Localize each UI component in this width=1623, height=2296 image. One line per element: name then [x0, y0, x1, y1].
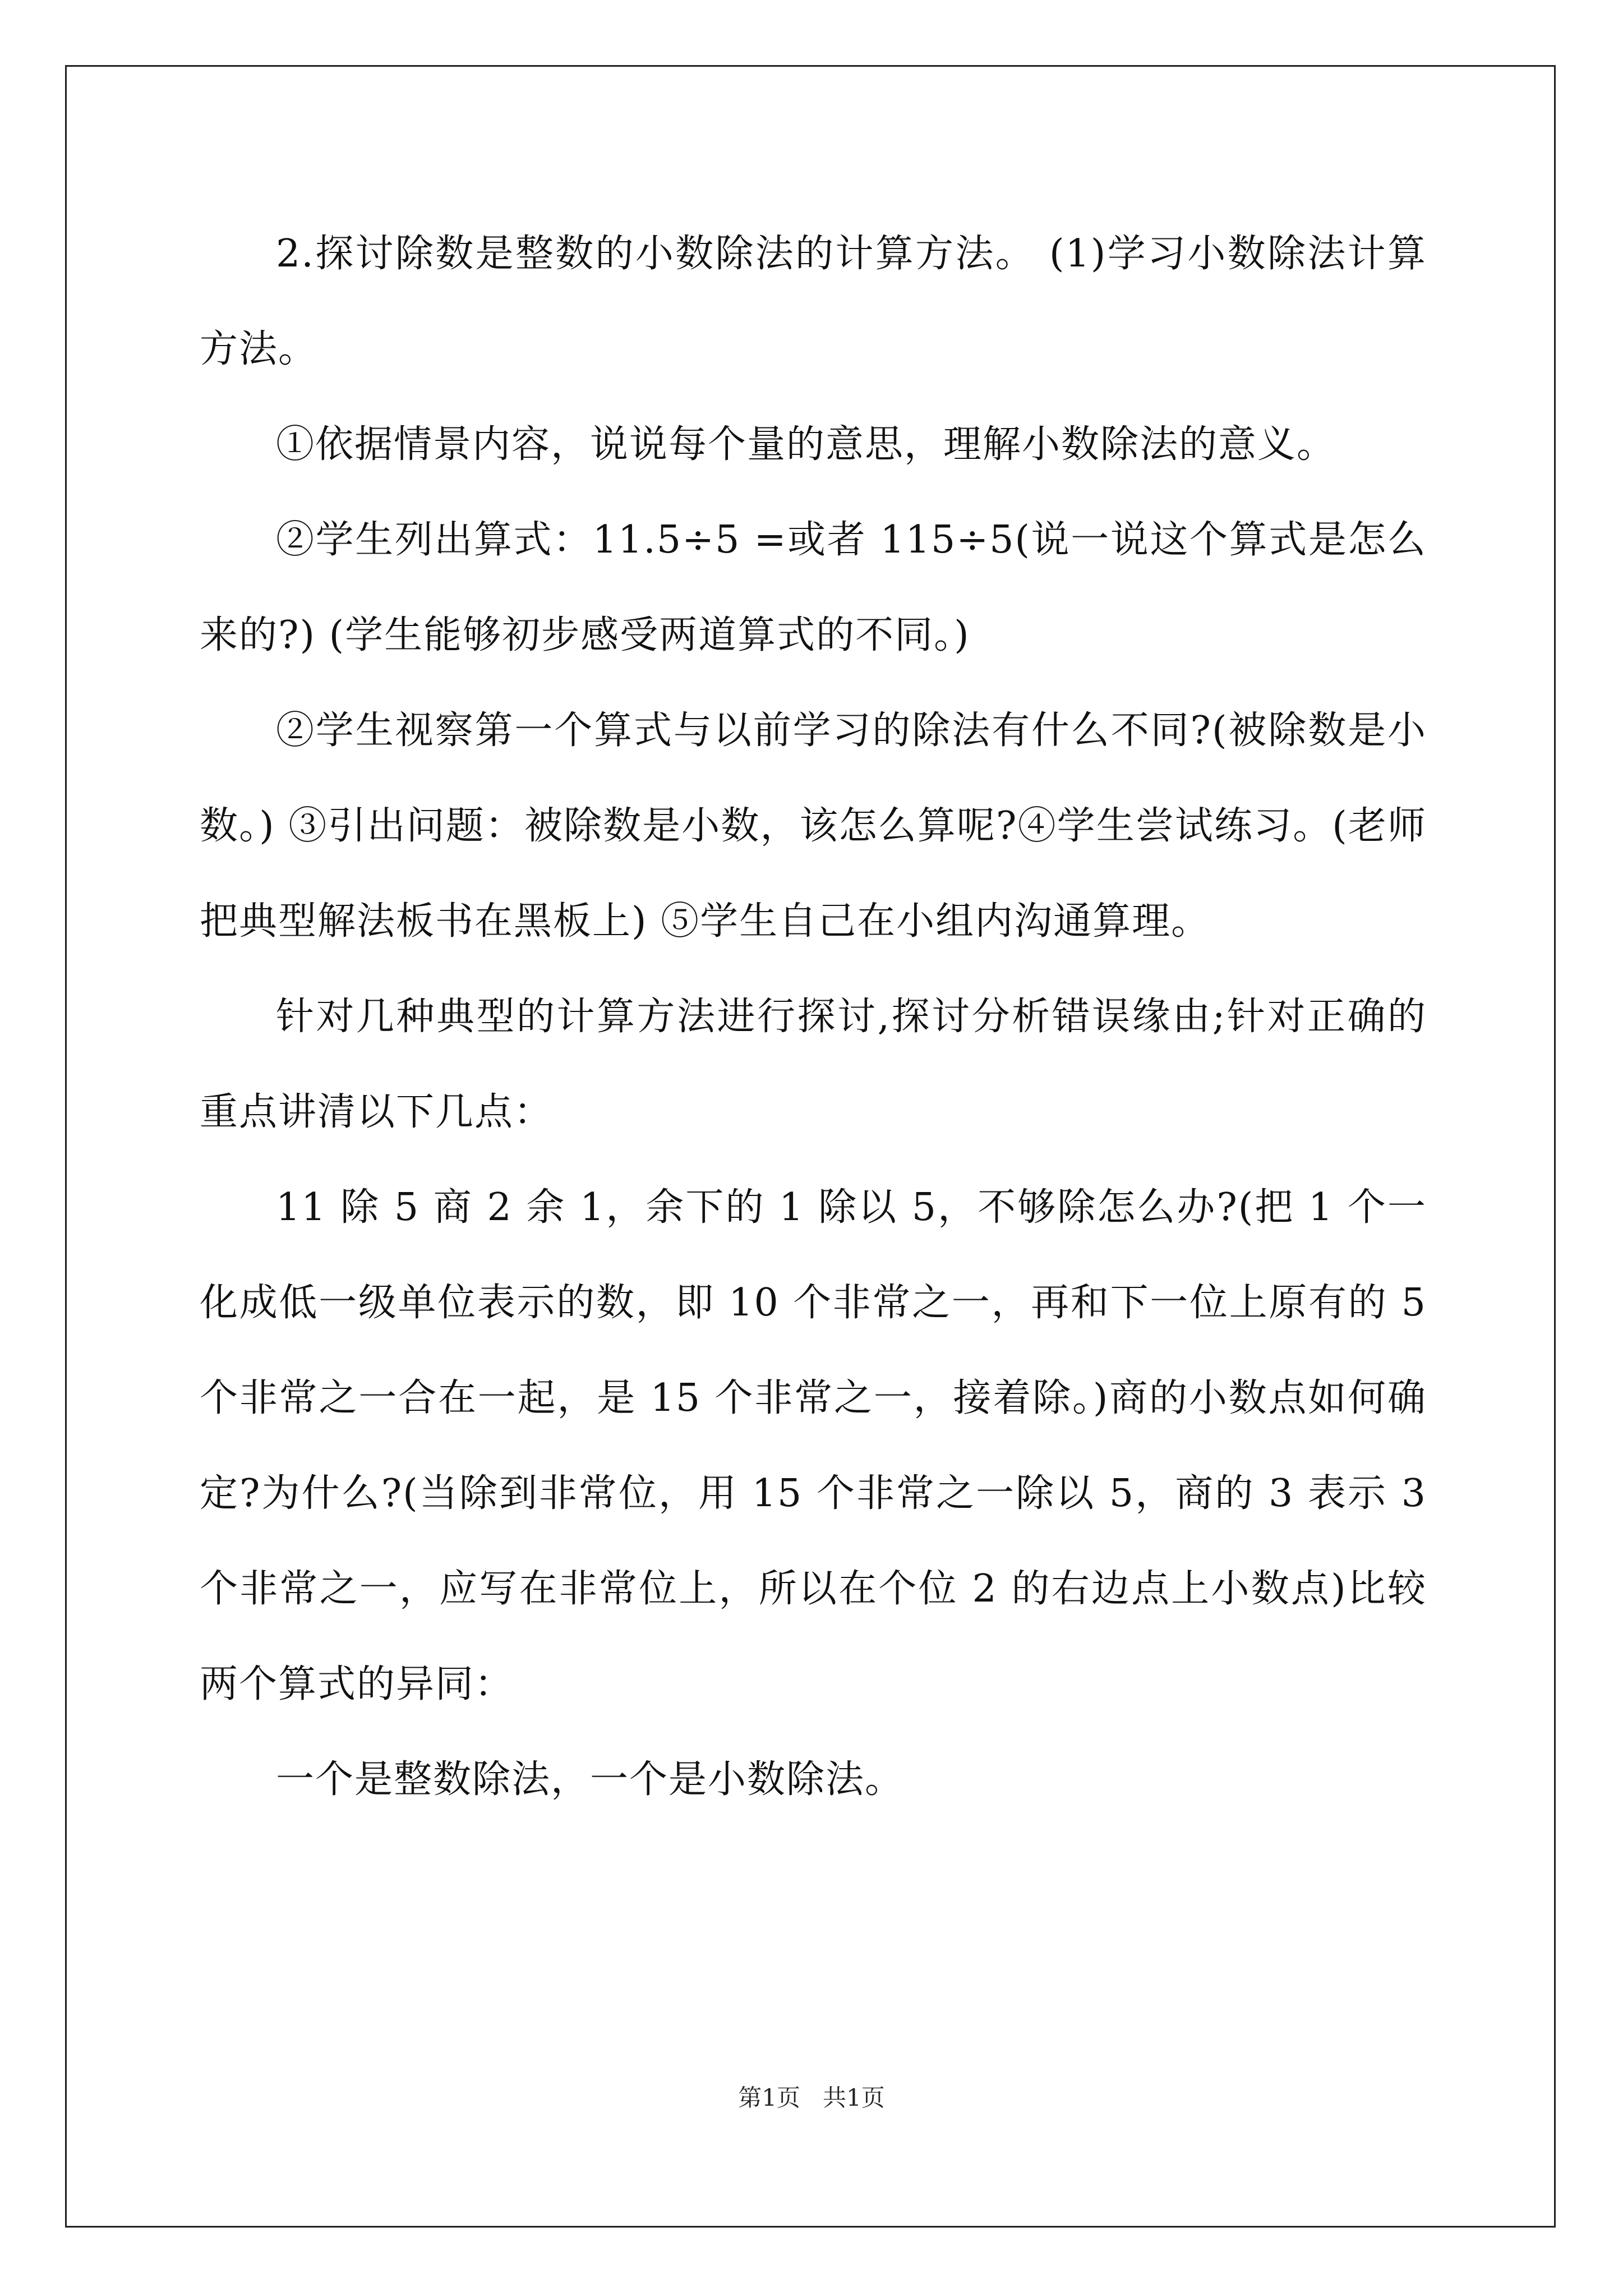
- paragraph-7: 一个是整数除法，一个是小数除法。: [276, 1757, 905, 1802]
- total-pages: 共1页: [823, 2084, 885, 2111]
- document-body: [200, 206, 1427, 1828]
- paragraph-3: ②学生列出算式：11.5÷5 =或者 115÷5(说一说这个算式是怎么来的?) (学生能够初步感受两道算式的不同。): [200, 518, 1427, 657]
- paragraph-4: ②学生视察第一个算式与以前学习的除法有什么不同?(被除数是小数。) ③引出问题：被除数是小数，该怎么算呢?④学生尝试练习。(老师把典型解法板书在黑板上) ⑤学生自己在小组内沟通算理。: [200, 708, 1427, 944]
- page-number: 第1页: [738, 2084, 800, 2111]
- paragraph-2: ①依据情景内容，说说每个量的意思，理解小数除法的意义。: [276, 422, 1336, 467]
- paragraph-5: 针对几种典型的计算方法进行探讨,探讨分析错误缘由;针对正确的重点讲清以下几点：: [200, 995, 1427, 1134]
- paragraph-6: 11 除 5 商 2 余 1，余下的 1 除以 5，不够除怎么办?(把 1 个一化成低一级单位表示的数，即 10 个非常之一，再和下一位上原有的 5 个非常之一合在一起，是 15 个非常之一，接着除。)商的小数点如何确定?为什么?(当除到非常位，用 15 个非常之一除以 5，商的 3 表示 3 个非常之一，应写在非常位上，所以在个位 2 的右边点上小数点)比较两个算式的异同：: [200, 1185, 1427, 1706]
- paragraph-1: 2.探讨除数是整数的小数除法的计算方法。 (1)学习小数除法计算方法。: [200, 232, 1427, 371]
- page-footer: [0, 2081, 1623, 2115]
